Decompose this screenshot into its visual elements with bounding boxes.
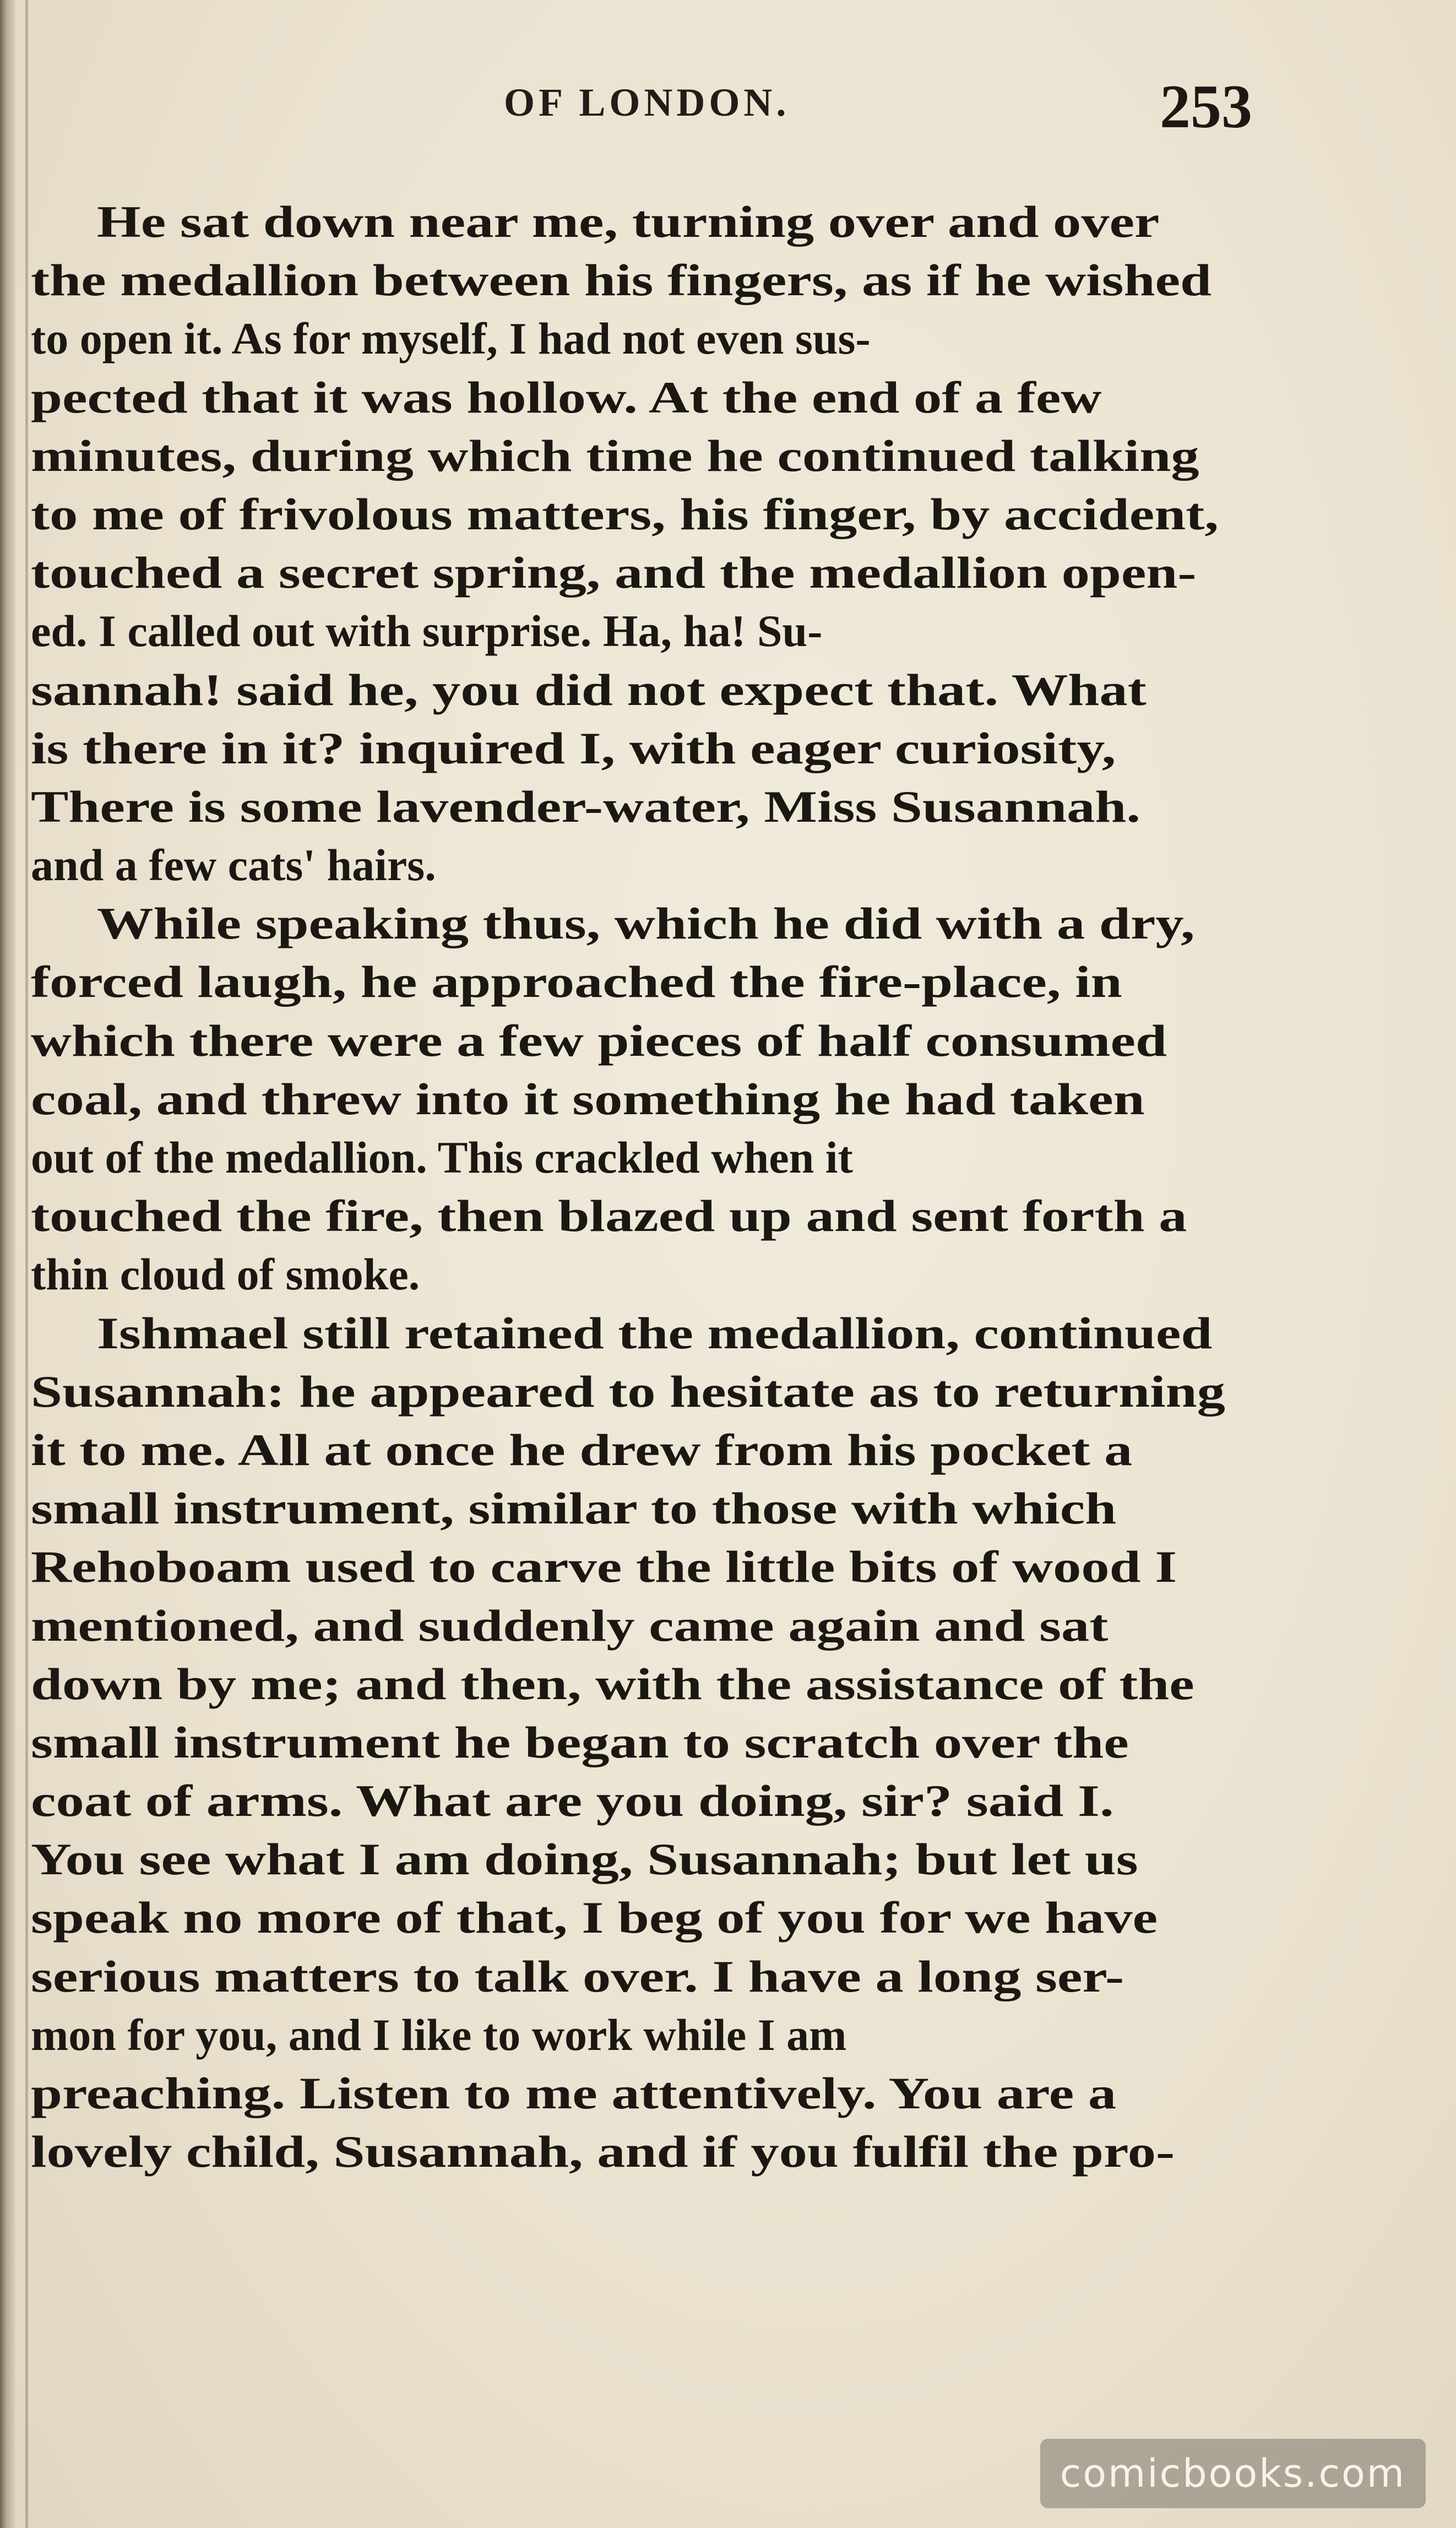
line-text: mentioned, and suddenly came again and sat [31, 1600, 1109, 1651]
text-line [31, 1479, 1253, 1538]
line-text: There is some lavender-water, Miss Susannah. [31, 781, 1140, 832]
line-text: small instrument he began to scratch over the [31, 1717, 1129, 1767]
watermark-label: comicbooks.com [1040, 2439, 1426, 2508]
text-line [31, 1889, 1253, 1947]
line-text: sannah! said he, you did not expect that. What [31, 664, 1147, 715]
text-line [31, 894, 1253, 953]
text-line [31, 1129, 1253, 1187]
text-line [31, 193, 1253, 251]
line-text: coal, and threw into it something he had taken [31, 1073, 1145, 1124]
text-line [31, 953, 1253, 1011]
line-text: lovely child, Susannah, and if you fulfil the pro- [31, 2126, 1175, 2177]
binding-edge [0, 0, 15, 2528]
line-text: it to me. All at once he drew from his pocket a [31, 1424, 1133, 1475]
text-line [31, 427, 1253, 485]
line-text: ed. I called out with surprise. Ha, ha! Su- [31, 606, 823, 657]
text-line [31, 485, 1253, 544]
text-line [31, 778, 1253, 836]
text-line [31, 368, 1253, 427]
line-text: speak no more of that, I beg of you for we have [31, 1892, 1158, 1943]
line-text: Ishmael still retained the medallion, continued [97, 1308, 1213, 1358]
text-line [31, 251, 1253, 310]
text-line [31, 2123, 1253, 2181]
line-text: pected that it was hollow. At the end of a few [31, 372, 1102, 422]
line-text: serious matters to talk over. I have a long ser- [31, 1951, 1124, 2001]
body-text [31, 193, 1253, 2181]
line-text: While speaking thus, which he did with a dry, [97, 898, 1195, 949]
line-text: touched a secret spring, and the medallion open- [31, 547, 1197, 598]
line-text: is there in it? inquired I, with eager curiosity, [31, 723, 1116, 773]
text-line [31, 661, 1253, 719]
line-text: preaching. Listen to me attentively. You are a [31, 2068, 1117, 2118]
text-line [31, 1947, 1253, 2006]
running-head: OF LONDON. [504, 80, 790, 124]
line-text: and a few cats' hairs. [31, 840, 436, 891]
text-line [31, 1304, 1253, 1363]
text-line [31, 1772, 1253, 1830]
text-line [31, 1245, 1253, 1304]
text-line [31, 1538, 1253, 1596]
line-text: minutes, during which time he continued talking [31, 430, 1199, 481]
text-line [31, 602, 1253, 660]
line-text: to me of frivolous matters, his finger, by accident, [31, 489, 1219, 539]
text-line [31, 1830, 1253, 1889]
gutter-shadow [25, 0, 28, 2528]
text-line [31, 544, 1253, 602]
line-text: mon for you, and I like to work while I am [31, 2009, 847, 2060]
line-text: Susannah: he appeared to hesitate as to returning [31, 1366, 1225, 1417]
text-line [31, 1012, 1253, 1070]
line-text: the medallion between his fingers, as if he wished [31, 255, 1212, 306]
line-text: forced laugh, he approached the fire-place, in [31, 957, 1122, 1007]
line-text: thin cloud of smoke. [31, 1249, 420, 1300]
line-text: touched the fire, then blazed up and sent forth a [31, 1191, 1187, 1241]
line-text: small instrument, similar to those with which [31, 1483, 1117, 1534]
text-line [31, 1597, 1253, 1655]
text-line [31, 1070, 1253, 1129]
text-line [31, 2006, 1253, 2064]
line-text: Rehoboam used to carve the little bits of wood I [31, 1542, 1177, 1592]
line-text: You see what I am doing, Susannah; but let us [31, 1834, 1138, 1885]
text-line [31, 1363, 1253, 1421]
page-number: 253 [1160, 73, 1252, 141]
text-line [31, 310, 1253, 368]
line-text: which there were a few pieces of half consumed [31, 1015, 1167, 1066]
line-text: down by me; and then, with the assistance of the [31, 1658, 1194, 1709]
line-text: coat of arms. What are you doing, sir? said I. [31, 1776, 1114, 1826]
text-line [31, 719, 1253, 778]
line-text: to open it. As for myself, I had not even sus- [31, 313, 871, 364]
text-line [31, 1421, 1253, 1479]
text-line [31, 836, 1253, 894]
line-text: He sat down near me, turning over and over [97, 197, 1160, 247]
line-text: out of the medallion. This crackled when it [31, 1132, 853, 1182]
text-line [31, 1713, 1253, 1772]
text-line [31, 1655, 1253, 1713]
text-line [31, 2064, 1253, 2123]
text-line [31, 1187, 1253, 1245]
